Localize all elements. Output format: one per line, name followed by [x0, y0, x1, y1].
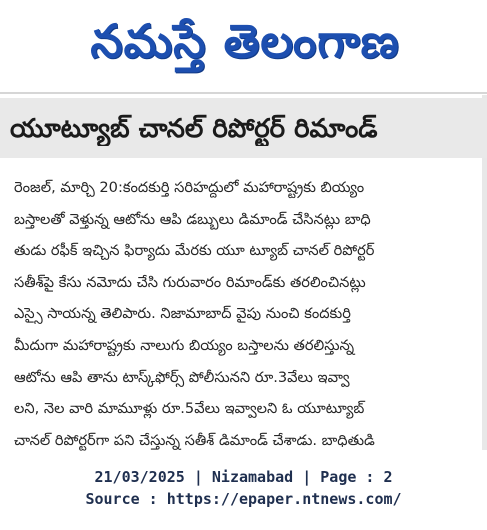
article-body [14, 172, 476, 457]
article-line: లని, నెల వారి మామూళ్లు రూ.5వేలు ఇవ్వాలని ఓ యూట్యూబ్ [14, 400, 365, 418]
article-line: రెంజల్, మార్చి 20:కందకుర్తి సరిహద్దులో మహారాష్ట్రకు బియ్యం [14, 179, 365, 196]
article-line: మీదుగా మహారాష్ట్రకు నాలుగు బియ్యం బస్తాలను తరలిస్తున్న [14, 336, 355, 354]
source-footer [0, 460, 487, 530]
article-line: ఎస్సై సాయన్న తెలిపారు. నిజామాబాద్ వైపు నుంచి కందకుర్తి [14, 305, 351, 323]
edition-info: 21/03/2025 | Nizamabad | Page : 2 [94, 468, 393, 486]
headline-banner [0, 98, 487, 158]
masthead-title: నమస్తే తెలంగాణ [90, 14, 400, 68]
article-line [14, 456, 476, 457]
headline-text: యూట్యూబ్ చానల్ రిపోర్టర్ రిమాండ్ [10, 114, 378, 144]
article-line: సతీశ్‌పై కేసు నమోదు చేసి గురువారం రిమాండ్‌కు తరలించినట్లు [14, 273, 366, 291]
masthead-divider [0, 92, 487, 94]
article-line: ఆటోను ఆపి తాను టాస్క్‌ఫోర్స్ పోలీసునని రూ.3వేలు ఇవ్వా [14, 368, 350, 386]
article-line: చానల్ రిపోర్టర్‌గా పని చేస్తున్న సతీశ్ డిమాండ్ చేశాడు. బాధితుడి [14, 431, 375, 449]
source-url: Source : https://epaper.ntnews.com/ [85, 490, 402, 508]
article-line: బస్తాలతో వెళ్తున్న ఆటోను ఆపి డబ్బులు డిమాండ్ చేసినట్లు బాధి [14, 210, 371, 228]
article-line: తుడు రఫీక్ ఇచ్చిన ఫిర్యాదు మేరకు యూ ట్యూబ్ చానల్ రిపోర్టర్ [14, 242, 375, 260]
newspaper-masthead [0, 0, 487, 88]
